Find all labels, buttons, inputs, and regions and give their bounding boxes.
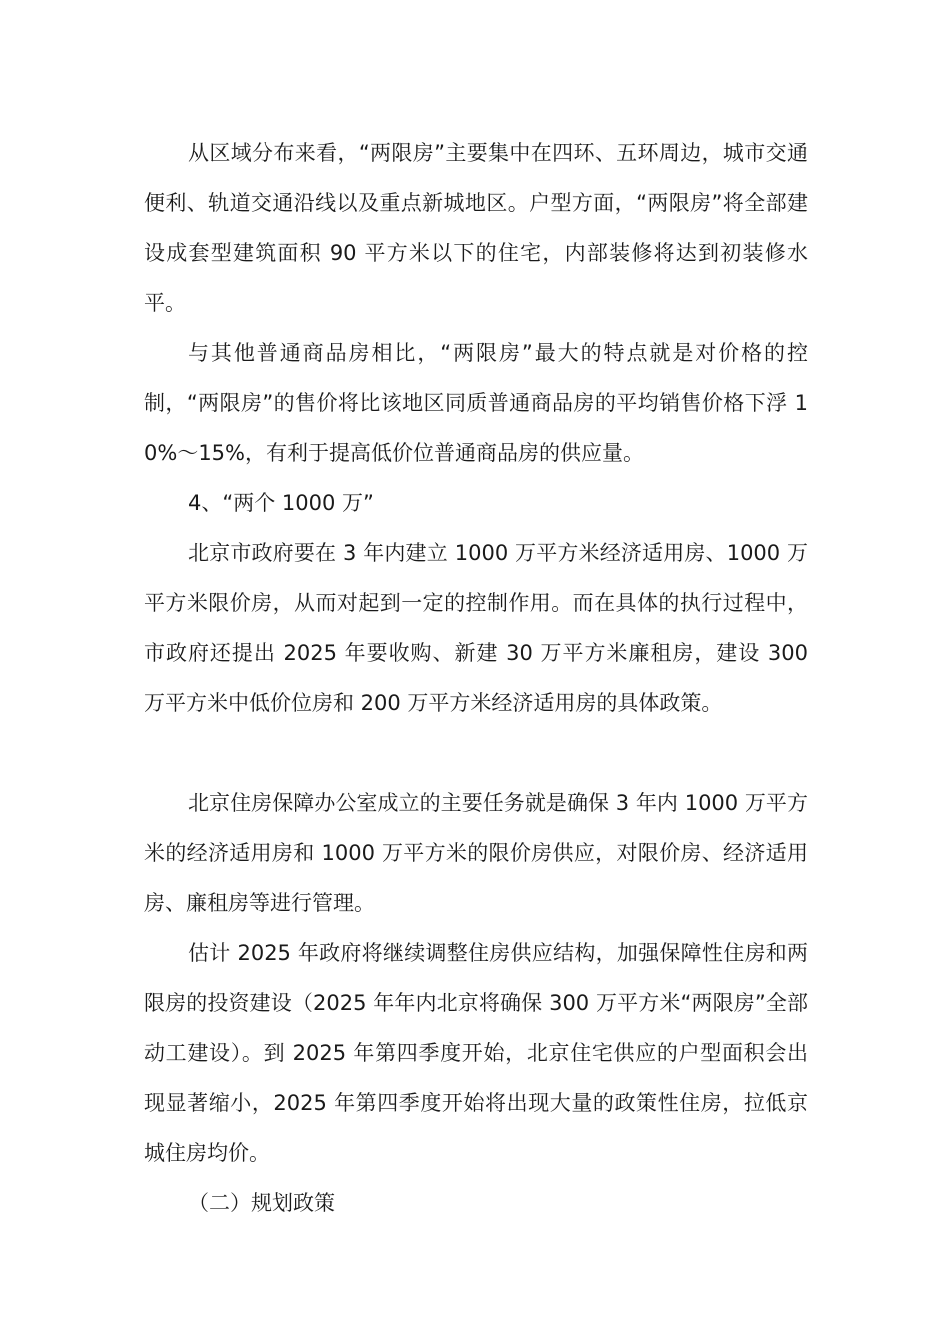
section-heading-planning-policy: （二）规划政策 [188, 1191, 335, 1215]
paragraph-housing-office: 北京住房保障办公室成立的主要任务就是确保 3 年内 1000 万平方米的经济适用房和 1000 万平方米的限价房供应，对限价房、经济适用房、廉租房等进行管理。 [144, 791, 808, 915]
paragraph-supply-forecast: 估计 2025 年政府将继续调整住房供应结构，加强保障性住房和两限房的投资建设（2025 年年内北京将确保 300 万平方米“两限房”全部动工建设）。到 2025 年第四季度开始，北京住宅供应的户型面积会出现显著缩小，2025 年第四季度开始将出现大量的政策性住房，拉低京城住房均价。 [144, 941, 808, 1165]
paragraph-spacer [144, 728, 808, 778]
paragraph-price-control: 与其他普通商品房相比，“两限房”最大的特点就是对价格的控制，“两限房”的售价将比该地区同质普通商品房的平均销售价格下浮 10%～15%，有利于提高低价位普通商品房的供应量。 [144, 341, 808, 465]
document-body [144, 128, 808, 1228]
section-heading-two-10-million: 4、“两个 1000 万” [188, 491, 374, 515]
paragraph-government-plan: 北京市政府要在 3 年内建立 1000 万平方米经济适用房、1000 万平方米限价房，从而对起到一定的控制作用。而在具体的执行过程中，市政府还提出 2025 年要收购、新建 30 万平方米廉租房，建设 300 万平方米中低价位房和 200 万平方米经济适用房的具体政策。 [144, 541, 808, 715]
paragraph-regional-distribution: 从区域分布来看，“两限房”主要集中在四环、五环周边，城市交通便利、轨道交通沿线以及重点新城地区。户型方面，“两限房”将全部建设成套型建筑面积 90 平方米以下的住宅，内部装修将达到初装修水平。 [144, 141, 808, 315]
